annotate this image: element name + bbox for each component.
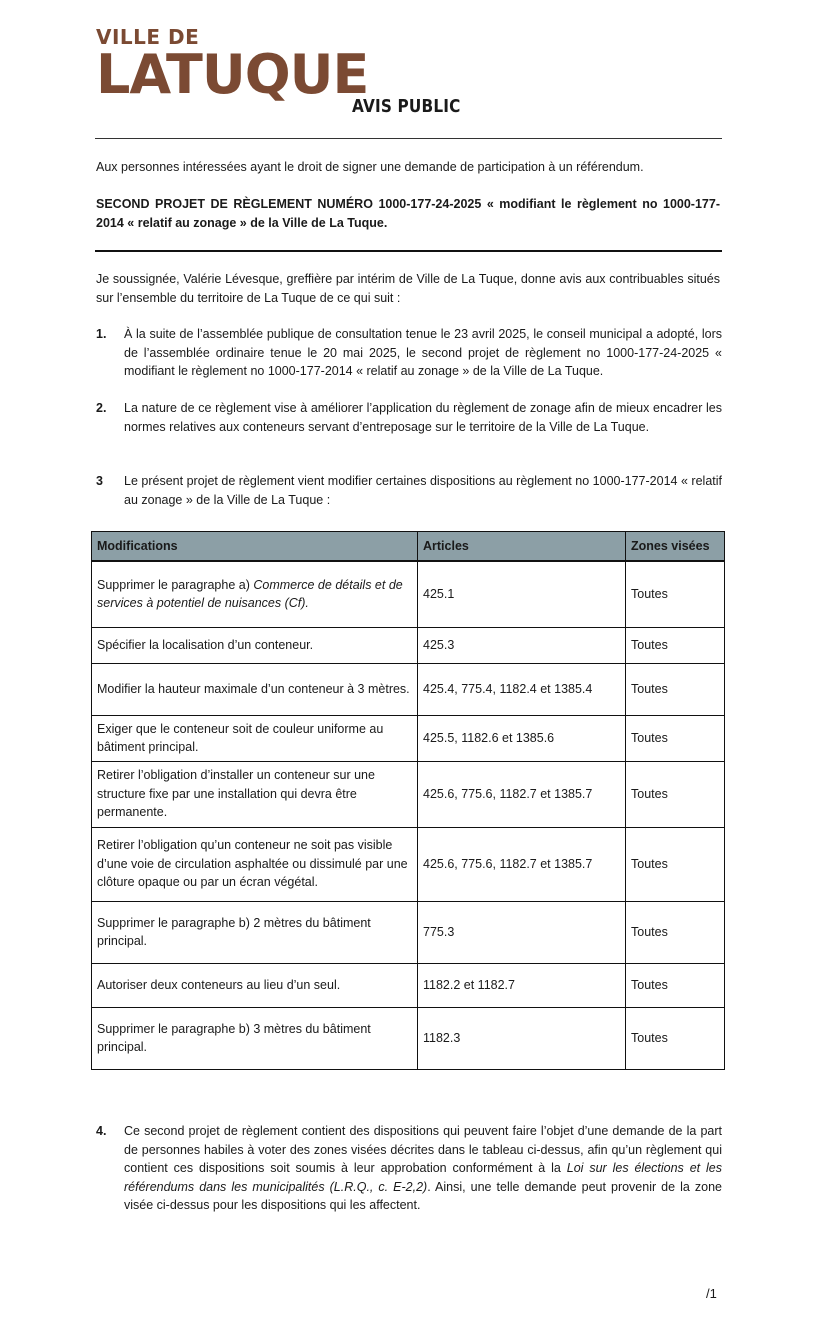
item-number: 4. bbox=[96, 1124, 107, 1138]
zones-cell: Toutes bbox=[626, 1007, 725, 1069]
logo-line-1: VILLE DE bbox=[96, 25, 200, 49]
list-item-2 bbox=[96, 399, 722, 436]
list-item-1 bbox=[96, 325, 722, 381]
modification-cell: Autoriser deux conteneurs au lieu d’un seul. bbox=[92, 963, 418, 1007]
zones-cell: Toutes bbox=[626, 627, 725, 663]
modification-cell: Modifier la hauteur maximale d’un conteneur à 3 mètres. bbox=[92, 663, 418, 715]
zones-cell: Toutes bbox=[626, 963, 725, 1007]
item-number: 2. bbox=[96, 401, 107, 415]
city-logo bbox=[96, 25, 369, 106]
zones-cell: Toutes bbox=[626, 715, 725, 761]
item-text: Le présent projet de règlement vient modifier certaines dispositions au règlement no 1000-177-2014 « relatif au zonage » de la Ville de La Tuque : bbox=[124, 474, 722, 507]
modification-cell: Supprimer le paragraphe b) 3 mètres du bâtiment principal. bbox=[92, 1007, 418, 1069]
notice-title: AVIS PUBLIC bbox=[352, 96, 461, 117]
law-reference: Loi sur les élections et les référendums dans les municipalités (L.R.Q., c. E-2,2) bbox=[124, 1161, 722, 1194]
column-header-articles: Articles bbox=[418, 532, 626, 562]
articles-cell: 425.5, 1182.6 et 1385.6 bbox=[418, 715, 626, 761]
item-text: La nature de ce règlement vise à améliorer l’application du règlement de zonage afin de mieux encadrer les normes relatives aux conteneurs servant d’entreposage sur le territoire de la Ville de La Tuque. bbox=[124, 401, 722, 434]
header-divider bbox=[95, 138, 722, 139]
modification-cell: Spécifier la localisation d’un conteneur. bbox=[92, 627, 418, 663]
articles-cell: 775.3 bbox=[418, 901, 626, 963]
item-number: 1. bbox=[96, 327, 107, 341]
modification-cell: Supprimer le paragraphe a) Commerce de détails et de services à potentiel de nuisances (Cf). bbox=[92, 561, 418, 627]
addressees-text: Aux personnes intéressées ayant le droit de signer une demande de participation à un référendum. bbox=[96, 160, 644, 174]
table-row bbox=[92, 761, 725, 827]
modification-cell: Retirer l’obligation d’installer un conteneur sur une structure fixe par une installation qui devra être permanente. bbox=[92, 761, 418, 827]
table-row bbox=[92, 1007, 725, 1069]
table-header-row bbox=[92, 532, 725, 562]
column-header-zones: Zones visées bbox=[626, 532, 725, 562]
table-row bbox=[92, 561, 725, 627]
modification-cell: Retirer l’obligation qu’un conteneur ne soit pas visible d’une voie de circulation asphaltée ou dissimulé par une clôture opaque ou par un écran végétal. bbox=[92, 827, 418, 901]
modification-cell: Exiger que le conteneur soit de couleur uniforme au bâtiment principal. bbox=[92, 715, 418, 761]
articles-cell: 425.6, 775.6, 1182.7 et 1385.7 bbox=[418, 761, 626, 827]
column-header-modifications: Modifications bbox=[92, 532, 418, 562]
zones-cell: Toutes bbox=[626, 663, 725, 715]
articles-cell: 425.4, 775.4, 1182.4 et 1385.4 bbox=[418, 663, 626, 715]
articles-cell: 425.3 bbox=[418, 627, 626, 663]
bylaw-title: SECOND PROJET DE RÈGLEMENT NUMÉRO 1000-177-24-2025 « modifiant le règlement no 1000-177-2014 « relatif au zonage » de la Ville de La Tuque. bbox=[96, 197, 720, 230]
modification-cell: Supprimer le paragraphe b) 2 mètres du bâtiment principal. bbox=[92, 901, 418, 963]
zones-cell: Toutes bbox=[626, 827, 725, 901]
page-number: /1 bbox=[706, 1286, 717, 1301]
list-item-4 bbox=[96, 1122, 722, 1215]
table-row bbox=[92, 827, 725, 901]
modifications-table bbox=[91, 531, 725, 1070]
logo-line-2: LATUQUE bbox=[96, 43, 369, 106]
title-divider bbox=[95, 250, 722, 252]
table-row bbox=[92, 627, 725, 663]
table-row bbox=[92, 901, 725, 963]
table-row bbox=[92, 663, 725, 715]
zones-cell: Toutes bbox=[626, 901, 725, 963]
articles-cell: 425.6, 775.6, 1182.7 et 1385.7 bbox=[418, 827, 626, 901]
articles-cell: 1182.3 bbox=[418, 1007, 626, 1069]
table-row bbox=[92, 715, 725, 761]
articles-cell: 425.1 bbox=[418, 561, 626, 627]
zones-cell: Toutes bbox=[626, 761, 725, 827]
item-number: 3 bbox=[96, 474, 103, 488]
item-text: Ce second projet de règlement contient des dispositions qui peuvent faire l’objet d’une demande de la part de personnes habiles à voter des zones visées décrites dans le tableau ci-dessus, afin qu’un règlement qui contient ces dispositions soit soumis à leur approbation conformément à la Loi sur les élections et les référendums dans les municipalités (L.R.Q., c. E-2,2). Ainsi, une telle demande peut provenir de la zone visée ci-dessus pour les dispositions qui les affectent. bbox=[124, 1124, 722, 1212]
list-item-3 bbox=[96, 472, 722, 509]
item-text: À la suite de l’assemblée publique de consultation tenue le 23 avril 2025, le conseil municipal a adopté, lors de l’assemblée ordinaire tenue le 20 mai 2025, le second projet de règlement no 1000-177-24-2025 « modifiant le règlement no 1000-177-2014 « relatif au zonage » de la Ville de La Tuque. bbox=[124, 327, 722, 378]
zones-cell: Toutes bbox=[626, 561, 725, 627]
articles-cell: 1182.2 et 1182.7 bbox=[418, 963, 626, 1007]
table-row bbox=[92, 963, 725, 1007]
declaration-text: Je soussignée, Valérie Lévesque, greffière par intérim de Ville de La Tuque, donne avis aux contribuables situés sur l’ensemble du territoire de La Tuque de ce qui suit : bbox=[96, 272, 720, 305]
